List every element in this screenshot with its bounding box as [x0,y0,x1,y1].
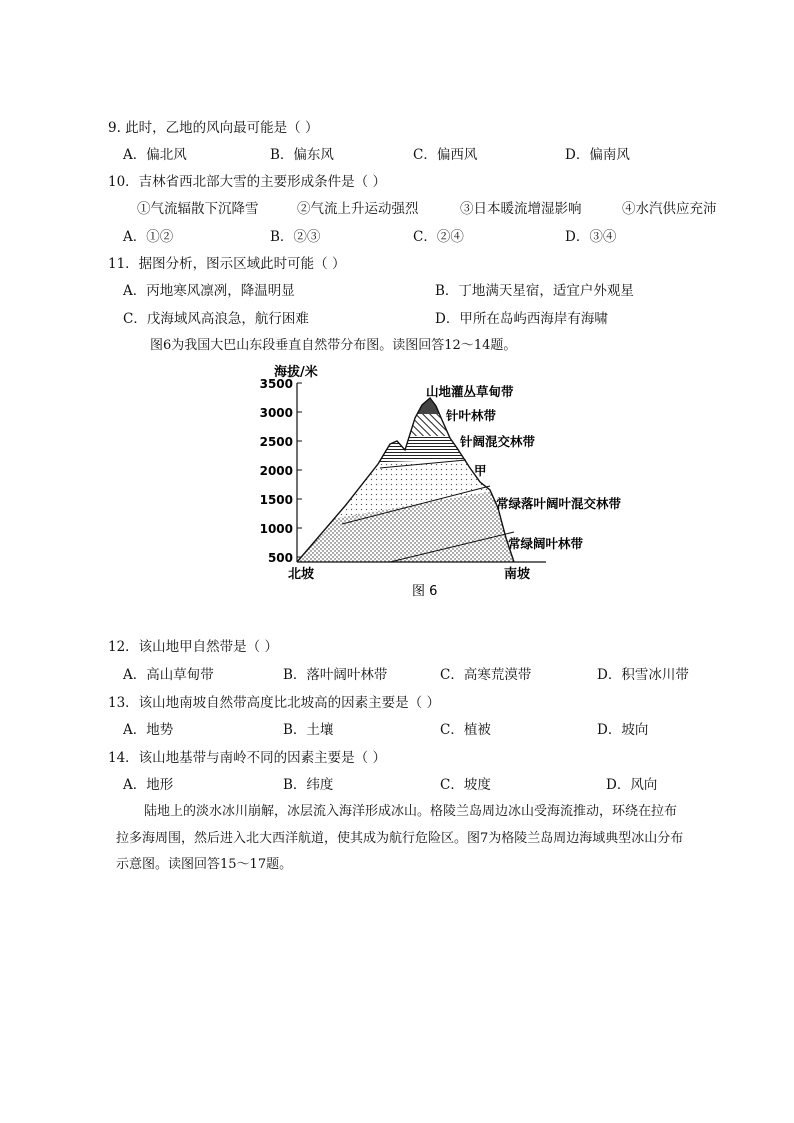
question-12-stem: 12．该山地甲自然带是（ ） [108,639,278,655]
passage-line-1: 陆地上的淡水冰川崩解，冰层流入海洋形成冰山。格陵兰岛周边冰山受海流推动，环绕在拉布 [144,804,678,819]
question-12-option-a: A．高山草甸带 [123,667,214,683]
passage [116,799,756,879]
question-11-stem: 11．据图分析，图示区域此时可能（ ） [108,256,346,272]
question-9-option-d: D．偏南风 [565,147,630,163]
question-10-stem: 10．吉林省西北部大雪的主要形成条件是（ ） [108,174,386,190]
question-12-option-b: B．落叶阔叶林带 [283,667,388,683]
passage-line-2: 拉多海周围，然后进入北大西洋航道，使其成为航行危险区。图7为格陵兰岛周边海域典型冰山分布 [116,830,684,846]
label-jia: 甲 [474,463,487,478]
question-14-option-c: C．坡度 [440,777,491,793]
x-label-north-slope: 北坡 [288,567,315,582]
question-10-option-b: B．②③ [270,229,321,245]
question-9-option-a: A．偏北风 [123,147,187,163]
question-10-option-d: D．③④ [565,229,617,245]
question-9-stem: 9. 此时，乙地的风向最可能是（ ） [108,120,319,136]
label-shrub-meadow: 山地灌丛草甸带 [426,384,514,399]
question-12-option-d: D．积雪冰川带 [597,667,689,683]
x-label-south-slope: 南坡 [504,567,531,582]
label-evergreen-broadleaf: 常绿阔叶林带 [508,536,584,551]
question-14-option-b: B．纬度 [283,777,334,793]
y-tick-3000: 3000 [259,406,293,420]
y-tick-500: 500 [267,551,293,565]
y-tick-2500: 2500 [259,435,293,449]
question-14-option-d: D．风向 [606,777,658,793]
label-evergreen-deciduous: 常绿落叶阔叶混交林带 [496,496,622,511]
question-13-option-d: D．坡向 [597,722,649,738]
question-9-option-c: C．偏西风 [413,147,478,163]
question-13-option-b: B．土壤 [283,722,334,738]
label-mixed: 针阔混交林带 [460,434,536,449]
question-13-option-c: C．植被 [440,722,491,738]
y-tick-2000: 2000 [259,464,293,478]
question-11-option-d: D．甲所在岛屿西海岸有海啸 [435,311,608,327]
figure-6-diagram [250,358,650,608]
question-9-option-b: B．偏东风 [270,147,334,163]
y-axis-title: 海拔/米 [274,365,318,380]
figure-6-caption: 图 6 [412,584,438,599]
question-11-option-c: C．戊海域风高浪急，航行困难 [123,311,309,327]
question-11-option-b: B．丁地满天星宿，适宜户外观星 [435,283,634,299]
question-14-option-a: A．地形 [123,777,174,793]
y-tick-3500: 3500 [259,377,293,391]
question-12-option-c: C．高寒荒漠带 [440,667,532,683]
question-13-stem: 13．该山地南坡自然带高度比北坡高的因素主要是（ ） [108,695,440,711]
question-11-option-a: A．丙地寒风凛冽，降温明显 [123,283,295,299]
question-10-item-1: ①气流辐散下沉降雪 [137,201,259,217]
y-tick-1000: 1000 [259,522,293,536]
question-10-option-a: A．①② [123,229,174,245]
figure-6-intro: 图6为我国大巴山东段垂直自然带分布图。读图回答12～14题。 [150,338,517,353]
passage-line-3: 示意图。读图回答15～17题。 [116,857,293,872]
y-tick-1500: 1500 [259,493,293,507]
question-10-item-4: ④水汽供应充沛 [622,201,717,217]
question-13-option-a: A．地势 [123,722,174,738]
y-ticks [297,383,302,557]
question-10-item-3: ③日本暖流增湿影响 [460,201,582,217]
question-10-item-2: ②气流上升运动强烈 [297,201,419,217]
label-conifer: 针叶林带 [446,408,497,423]
question-14-stem: 14．该山地基带与南岭不同的因素主要是（ ） [108,750,386,766]
question-10-option-c: C．②④ [413,229,464,245]
